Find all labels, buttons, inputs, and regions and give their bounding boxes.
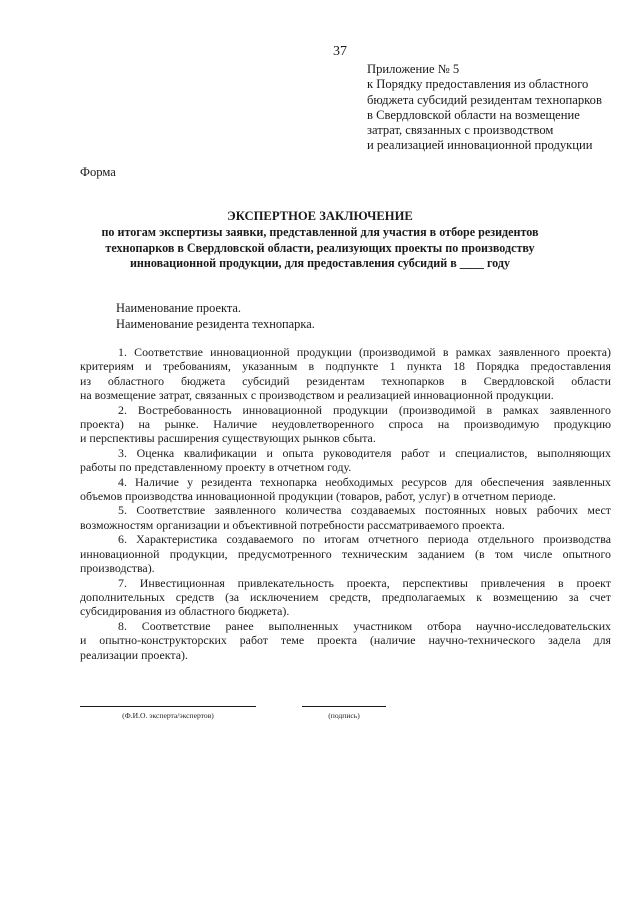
criterion-line: 8. Соответствие ранее выполненных участником отбора научно-исследовательских — [118, 618, 611, 633]
criterion-line: и опытно-конструкторских работ теме проекта (наличие научно-технического задела для — [80, 633, 611, 648]
expert-signature-line — [80, 706, 256, 707]
criterion-line: 5. Соответствие заявленного количества создаваемых постоянных новых рабочих мест — [118, 503, 611, 518]
subtitle-line: технопарков в Свердловской области, реализующих проекты по производству — [105, 240, 535, 255]
criterion-line: инновационной продукции, предусмотренного техническим заданием (в том числе опытного — [80, 546, 611, 561]
signature-label: (подпись) — [328, 711, 360, 720]
project-name-field: Наименование проекта. — [116, 301, 241, 315]
criterion-line: 3. Оценка квалификации и опыта руководителя работ и специалистов, выполняющих — [118, 445, 611, 460]
criterion-line: 2. Востребованность инновационной продукции (производимой в рамках заявленного — [118, 402, 611, 417]
appendix-line: бюджета субсидий резидентам технопарков — [367, 92, 602, 107]
criterion-line: дополнительных средств (за исключением средств, предполагаемых к возмещению за счет — [80, 589, 611, 604]
criterion-line: производства). — [80, 561, 155, 576]
criterion-line: критериям и требованиям, указанным в подпункте 1 пункта 18 Порядка предоставления — [80, 359, 611, 374]
criteria-list — [80, 345, 611, 662]
criterion-item — [80, 403, 611, 446]
criterion-line: реализации проекта). — [80, 647, 188, 662]
signature-line — [302, 706, 386, 707]
criterion-line: возможностям организации и объективной потребности рассматриваемого проекта. — [80, 517, 505, 532]
appendix-header — [367, 62, 617, 154]
form-label: Форма — [80, 165, 116, 179]
criterion-line: 7. Инвестиционная привлекательность проекта, перспективы привлечения в проект — [118, 575, 611, 590]
appendix-line: в Свердловской области на возмещение — [367, 107, 580, 122]
criterion-line: работы по представленному проекту в отчетном году. — [80, 460, 352, 475]
document-subtitle — [80, 225, 560, 272]
criterion-line: 6. Характеристика создаваемого по итогам отчетного периода отдельного производства — [118, 532, 611, 547]
criterion-line: на возмещение затрат, связанных с производством и реализацией инновационной продукции. — [80, 388, 554, 403]
criterion-line: 1. Соответствие инновационной продукции (производимой в рамках заявленного проекта) — [118, 345, 611, 359]
expert-name-label: (Ф.И.О. эксперта/экспертов) — [122, 711, 214, 720]
appendix-line: затрат, связанных с производством — [367, 123, 554, 138]
page-number: 37 — [333, 44, 347, 59]
criterion-line: объемов производства инновационной продукции (товаров, работ, услуг) в отчетном периоде. — [80, 489, 556, 504]
criterion-item — [80, 475, 611, 504]
criterion-line: 4. Наличие у резидента технопарка необходимых ресурсов для обеспечения заявленных — [118, 474, 611, 489]
criterion-line: и перспективы расширения существующих рынков сбыта. — [80, 431, 376, 446]
document-title: ЭКСПЕРТНОЕ ЗАКЛЮЧЕНИЕ — [227, 209, 413, 223]
appendix-line: Приложение № 5 — [367, 62, 460, 76]
criterion-item — [80, 345, 611, 403]
criterion-line: субсидирования из областного бюджета). — [80, 604, 290, 619]
criterion-line: проекта) на рынке. Наличие неудовлетворенного спроса на производимую продукцию — [80, 417, 611, 432]
criterion-item — [80, 503, 611, 532]
appendix-line: к Порядку предоставления из областного — [367, 77, 589, 92]
subtitle-line: по итогам экспертизы заявки, представленной для участия в отборе резидентов — [101, 225, 539, 239]
criterion-item — [80, 576, 611, 619]
appendix-line: и реализацией инновационной продукции — [367, 138, 593, 153]
resident-name-field: Наименование резидента технопарка. — [116, 317, 315, 331]
criterion-item — [80, 446, 611, 475]
criterion-item — [80, 532, 611, 575]
criterion-item — [80, 619, 611, 662]
subtitle-line: инновационной продукции, для предоставления субсидий в ____ году — [129, 256, 511, 270]
criterion-line: из областного бюджета субсидий резидентам технопарков в Свердловской области — [80, 373, 611, 388]
project-fields — [116, 300, 315, 332]
